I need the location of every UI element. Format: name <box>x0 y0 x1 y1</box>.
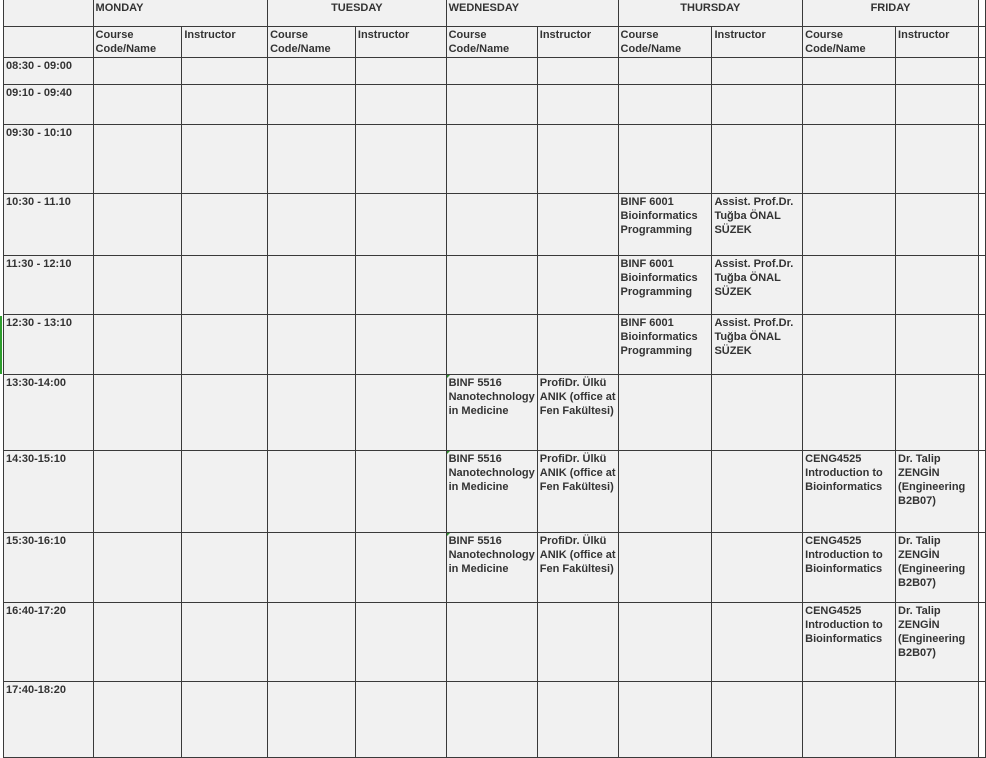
day-header-wednesday[interactable]: WEDNESDAY <box>446 0 618 27</box>
cell[interactable] <box>182 125 268 194</box>
cell[interactable] <box>896 315 979 375</box>
cell[interactable] <box>618 603 712 682</box>
time-row <box>4 533 986 603</box>
extra-column-cell[interactable] <box>978 375 985 451</box>
cell[interactable] <box>618 375 712 451</box>
time-header-cell[interactable] <box>4 27 94 58</box>
time-row <box>4 58 986 85</box>
cell[interactable] <box>446 125 537 194</box>
thursday-course-cell[interactable]: BINF 6001 Bioinformatics Programming <box>618 315 712 375</box>
thursday-course-header[interactable]: Course Code/Name <box>618 27 712 58</box>
friday-instructor-cell[interactable]: Dr. Talip ZENGİN (Engineering B2B07) <box>896 533 979 603</box>
time-row <box>4 682 986 758</box>
cell[interactable] <box>355 315 446 375</box>
cell[interactable] <box>803 375 896 451</box>
day-header-monday[interactable]: MONDAY <box>93 0 268 27</box>
extra-column-cell[interactable] <box>978 315 985 375</box>
time-row <box>4 603 986 682</box>
time-row <box>4 256 986 315</box>
cell[interactable] <box>355 375 446 451</box>
cell[interactable] <box>712 451 803 533</box>
cell[interactable] <box>355 451 446 533</box>
friday-instructor-cell[interactable]: Dr. Talip ZENGİN (Engineering B2B07) <box>896 451 979 533</box>
friday-instructor-cell[interactable]: Dr. Talip ZENGİN (Engineering B2B07) <box>896 603 979 682</box>
friday-course-header[interactable]: Course Code/Name <box>803 27 896 58</box>
day-header-tuesday[interactable]: TUESDAY <box>268 0 447 27</box>
cell[interactable] <box>803 58 896 85</box>
cell[interactable] <box>268 256 356 315</box>
cell[interactable] <box>268 682 356 758</box>
cell[interactable] <box>182 85 268 125</box>
extra-column-cell[interactable] <box>978 27 985 58</box>
wednesday-course-cell[interactable]: BINF 5516 Nanotechnology in Medicine <box>446 533 537 603</box>
cell[interactable] <box>182 375 268 451</box>
cell[interactable] <box>355 85 446 125</box>
cell[interactable] <box>268 58 356 85</box>
cell[interactable] <box>712 375 803 451</box>
time-slot-label[interactable]: 11:30 - 12:10 <box>4 256 94 315</box>
friday-course-cell[interactable]: CENG4525 Introduction to Bioinformatics <box>803 451 896 533</box>
cell[interactable] <box>268 194 356 256</box>
time-slot-label[interactable]: 09:10 - 09:40 <box>4 85 94 125</box>
time-row <box>4 315 986 375</box>
friday-course-cell[interactable]: CENG4525 Introduction to Bioinformatics <box>803 533 896 603</box>
extra-column-cell[interactable] <box>978 682 985 758</box>
cell[interactable] <box>896 85 979 125</box>
subheader-row <box>4 27 986 58</box>
cell[interactable] <box>182 682 268 758</box>
cell[interactable] <box>446 256 537 315</box>
extra-column-cell[interactable] <box>978 0 985 27</box>
timetable-grid <box>3 0 986 758</box>
tuesday-instructor-header[interactable]: Instructor <box>355 27 446 58</box>
cell[interactable] <box>182 451 268 533</box>
cell[interactable] <box>93 315 182 375</box>
cell[interactable] <box>803 315 896 375</box>
cell[interactable] <box>268 85 356 125</box>
cell[interactable] <box>355 256 446 315</box>
cell[interactable] <box>896 375 979 451</box>
friday-course-cell[interactable]: CENG4525 Introduction to Bioinformatics <box>803 603 896 682</box>
time-slot-label[interactable]: 10:30 - 11.10 <box>4 194 94 256</box>
thursday-instructor-cell[interactable]: Assist. Prof.Dr. Tuğba ÖNAL SÜZEK <box>712 315 803 375</box>
cell[interactable] <box>93 682 182 758</box>
cell[interactable] <box>896 194 979 256</box>
cell[interactable] <box>355 603 446 682</box>
cell[interactable] <box>93 125 182 194</box>
cell[interactable] <box>355 682 446 758</box>
wednesday-course-cell[interactable]: BINF 5516 Nanotechnology in Medicine <box>446 451 537 533</box>
wednesday-course-cell[interactable]: BINF 5516 Nanotechnology in Medicine <box>446 375 537 451</box>
cell[interactable] <box>712 682 803 758</box>
cell[interactable] <box>537 125 618 194</box>
wednesday-instructor-cell[interactable]: ProfiDr. Ülkü ANIK (office at Fen Fakültesi) <box>537 375 618 451</box>
time-slot-label[interactable]: 13:30-14:00 <box>4 375 94 451</box>
time-slot-label[interactable]: 08:30 - 09:00 <box>4 58 94 85</box>
cell[interactable] <box>803 194 896 256</box>
cell[interactable] <box>537 85 618 125</box>
cell[interactable] <box>93 256 182 315</box>
cell[interactable] <box>537 682 618 758</box>
thursday-course-cell[interactable]: BINF 6001 Bioinformatics Programming <box>618 194 712 256</box>
day-header-friday[interactable]: FRIDAY <box>803 0 979 27</box>
cell[interactable] <box>896 58 979 85</box>
cell[interactable] <box>93 58 182 85</box>
cell[interactable] <box>93 533 182 603</box>
thursday-instructor-cell[interactable]: Assist. Prof.Dr. Tuğba ÖNAL SÜZEK <box>712 256 803 315</box>
cell[interactable] <box>618 85 712 125</box>
cell[interactable] <box>93 194 182 256</box>
cell[interactable] <box>712 125 803 194</box>
cell[interactable] <box>712 603 803 682</box>
time-slot-label[interactable]: 09:30 - 10:10 <box>4 125 94 194</box>
cell[interactable] <box>182 315 268 375</box>
cell[interactable] <box>182 603 268 682</box>
cell[interactable] <box>712 85 803 125</box>
extra-column-cell[interactable] <box>978 194 985 256</box>
cell[interactable] <box>537 256 618 315</box>
cell[interactable] <box>182 256 268 315</box>
cell[interactable] <box>618 58 712 85</box>
cell[interactable] <box>803 256 896 315</box>
extra-column-cell[interactable] <box>978 603 985 682</box>
wednesday-instructor-cell[interactable]: ProfiDr. Ülkü ANIK (office at Fen Fakültesi) <box>537 533 618 603</box>
cell[interactable] <box>896 256 979 315</box>
cell[interactable] <box>446 603 537 682</box>
cell[interactable] <box>182 194 268 256</box>
cell-selection-edge <box>0 316 2 374</box>
day-header-row <box>4 0 986 27</box>
cell[interactable] <box>355 58 446 85</box>
cell[interactable] <box>446 58 537 85</box>
day-header-thursday[interactable]: THURSDAY <box>618 0 803 27</box>
extra-column-cell[interactable] <box>978 85 985 125</box>
cell[interactable] <box>268 451 356 533</box>
time-slot-label[interactable]: 17:40-18:20 <box>4 682 94 758</box>
cell[interactable] <box>712 533 803 603</box>
time-slot-label[interactable]: 15:30-16:10 <box>4 533 94 603</box>
time-row <box>4 125 986 194</box>
cell[interactable] <box>93 451 182 533</box>
time-slot-label[interactable]: 12:30 - 13:10 <box>4 315 94 375</box>
cell[interactable] <box>268 315 356 375</box>
cell[interactable] <box>618 451 712 533</box>
time-row <box>4 451 986 533</box>
corner-cell[interactable] <box>4 0 94 27</box>
time-row <box>4 85 986 125</box>
cell[interactable] <box>896 682 979 758</box>
cell[interactable] <box>446 682 537 758</box>
cell[interactable] <box>268 375 356 451</box>
cell[interactable] <box>182 58 268 85</box>
thursday-course-cell[interactable]: BINF 6001 Bioinformatics Programming <box>618 256 712 315</box>
cell[interactable] <box>446 85 537 125</box>
cell[interactable] <box>803 85 896 125</box>
wednesday-instructor-header[interactable]: Instructor <box>537 27 618 58</box>
thursday-instructor-cell[interactable]: Assist. Prof.Dr. Tuğba ÖNAL SÜZEK <box>712 194 803 256</box>
cell[interactable] <box>355 533 446 603</box>
friday-instructor-header[interactable]: Instructor <box>896 27 979 58</box>
thursday-instructor-header[interactable]: Instructor <box>712 27 803 58</box>
cell[interactable] <box>537 603 618 682</box>
cell[interactable] <box>896 125 979 194</box>
wednesday-course-header[interactable]: Course Code/Name <box>446 27 537 58</box>
cell[interactable] <box>268 125 356 194</box>
time-row <box>4 194 986 256</box>
cell[interactable] <box>268 603 356 682</box>
extra-column-cell[interactable] <box>978 451 985 533</box>
cell[interactable] <box>537 315 618 375</box>
time-slot-label[interactable]: 16:40-17:20 <box>4 603 94 682</box>
monday-course-header[interactable]: Course Code/Name <box>93 27 182 58</box>
cell[interactable] <box>803 125 896 194</box>
cell[interactable] <box>803 682 896 758</box>
cell[interactable] <box>537 58 618 85</box>
cell[interactable] <box>618 125 712 194</box>
tuesday-course-header[interactable]: Course Code/Name <box>268 27 356 58</box>
cell[interactable] <box>355 125 446 194</box>
extra-column-cell[interactable] <box>978 125 985 194</box>
cell[interactable] <box>446 194 537 256</box>
wednesday-instructor-cell[interactable]: ProfiDr. Ülkü ANIK (office at Fen Fakültesi) <box>537 451 618 533</box>
cell[interactable] <box>93 375 182 451</box>
time-row <box>4 375 986 451</box>
extra-column-cell[interactable] <box>978 256 985 315</box>
cell[interactable] <box>618 533 712 603</box>
cell[interactable] <box>268 533 356 603</box>
cell[interactable] <box>93 85 182 125</box>
cell[interactable] <box>182 533 268 603</box>
time-slot-label[interactable]: 14:30-15:10 <box>4 451 94 533</box>
cell[interactable] <box>537 194 618 256</box>
cell[interactable] <box>446 315 537 375</box>
monday-instructor-header[interactable]: Instructor <box>182 27 268 58</box>
extra-column-cell[interactable] <box>978 533 985 603</box>
cell[interactable] <box>93 603 182 682</box>
cell[interactable] <box>712 58 803 85</box>
cell[interactable] <box>618 682 712 758</box>
extra-column-cell[interactable] <box>978 58 985 85</box>
cell[interactable] <box>355 194 446 256</box>
